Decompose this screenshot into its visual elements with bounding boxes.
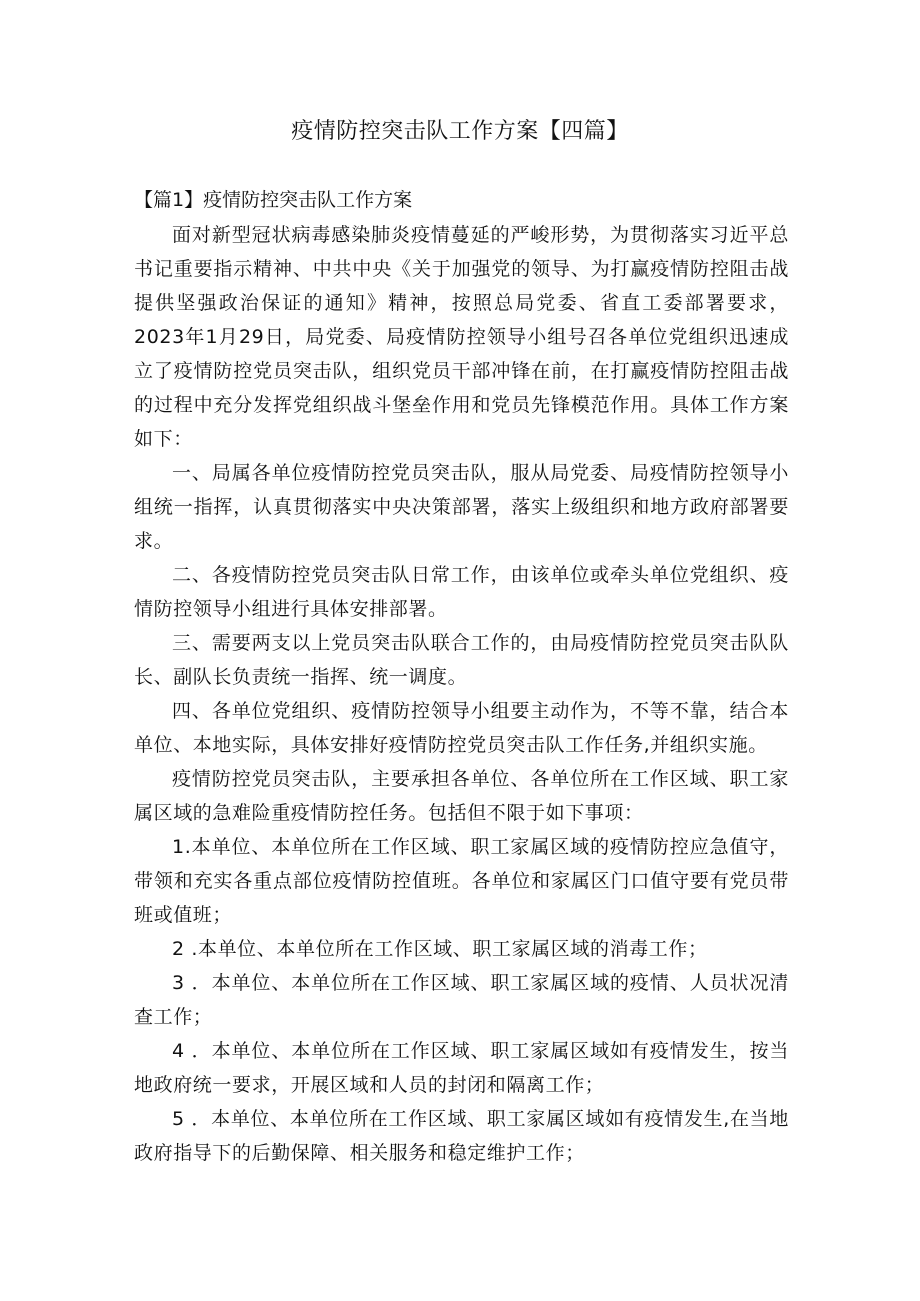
paragraph-item-2: 二、各疫情防控党员突击队日常工作，由该单位或牵头单位党组织、疫情防控领导小组进行具体安排部署。 xyxy=(134,564,789,620)
task-item-3: 3 ．本单位、本单位所在工作区域、职工家属区域的疫情、人员状况清查工作； xyxy=(134,972,789,1028)
document-title: 疫情防控突击队工作方案【四篇】 xyxy=(291,119,629,144)
document-body xyxy=(134,218,789,1170)
paragraph-item-3: 三、需要两支以上党员突击队联合工作的，由局疫情防控党员突击队队长、副队长负责统一指挥、统一调度。 xyxy=(134,632,789,688)
section-heading: 【篇1】疫情防控突击队工作方案 xyxy=(134,189,413,211)
paragraph-item-1: 一、局属各单位疫情防控党员突击队，服从局党委、局疫情防控领导小组统一指挥，认真贯彻落实中央决策部署，落实上级组织和地方政府部署要求。 xyxy=(134,462,789,552)
paragraph-tasks-intro: 疫情防控党员突击队，主要承担各单位、各单位所在工作区域、职工家属区域的急难险重疫情防控任务。包括但不限于如下事项： xyxy=(134,768,789,824)
task-item-4: 4 ．本单位、本单位所在工作区域、职工家属区域如有疫情发生，按当地政府统一要求，开展区域和人员的封闭和隔离工作； xyxy=(134,1040,789,1096)
task-item-2: 2 .本单位、本单位所在工作区域、职工家属区域的消毒工作； xyxy=(172,938,708,960)
task-item-5: 5 ．本单位、本单位所在工作区域、职工家属区域如有疫情发生,在当地政府指导下的后勤保障、相关服务和稳定维护工作； xyxy=(134,1108,789,1164)
paragraph-intro: 面对新型冠状病毒感染肺炎疫情蔓延的严峻形势，为贯彻落实习近平总书记重要指示精神、中共中央《关于加强党的领导、为打赢疫情防控阻击战提供坚强政治保证的通知》精神，按照总局党委、省直工委部署要求，2023年1月29日，局党委、局疫情防控领导小组号召各单位党组织迅速成立了疫情防控党员突击队，组织党员干部冲锋在前，在打赢疫情防控阻击战的过程中充分发挥党组织战斗堡垒作用和党员先锋模范作用。具体工作方案如下： xyxy=(134,224,789,450)
task-item-1: 1.本单位、本单位所在工作区域、职工家属区域的疫情防控应急值守，带领和充实各重点部位疫情防控值班。各单位和家属区门口值守要有党员带班或值班； xyxy=(134,836,789,926)
paragraph-item-4: 四、各单位党组织、疫情防控领导小组要主动作为，不等不靠，结合本单位、本地实际，具体安排好疫情防控党员突击队工作任务,并组织实施。 xyxy=(134,700,789,756)
